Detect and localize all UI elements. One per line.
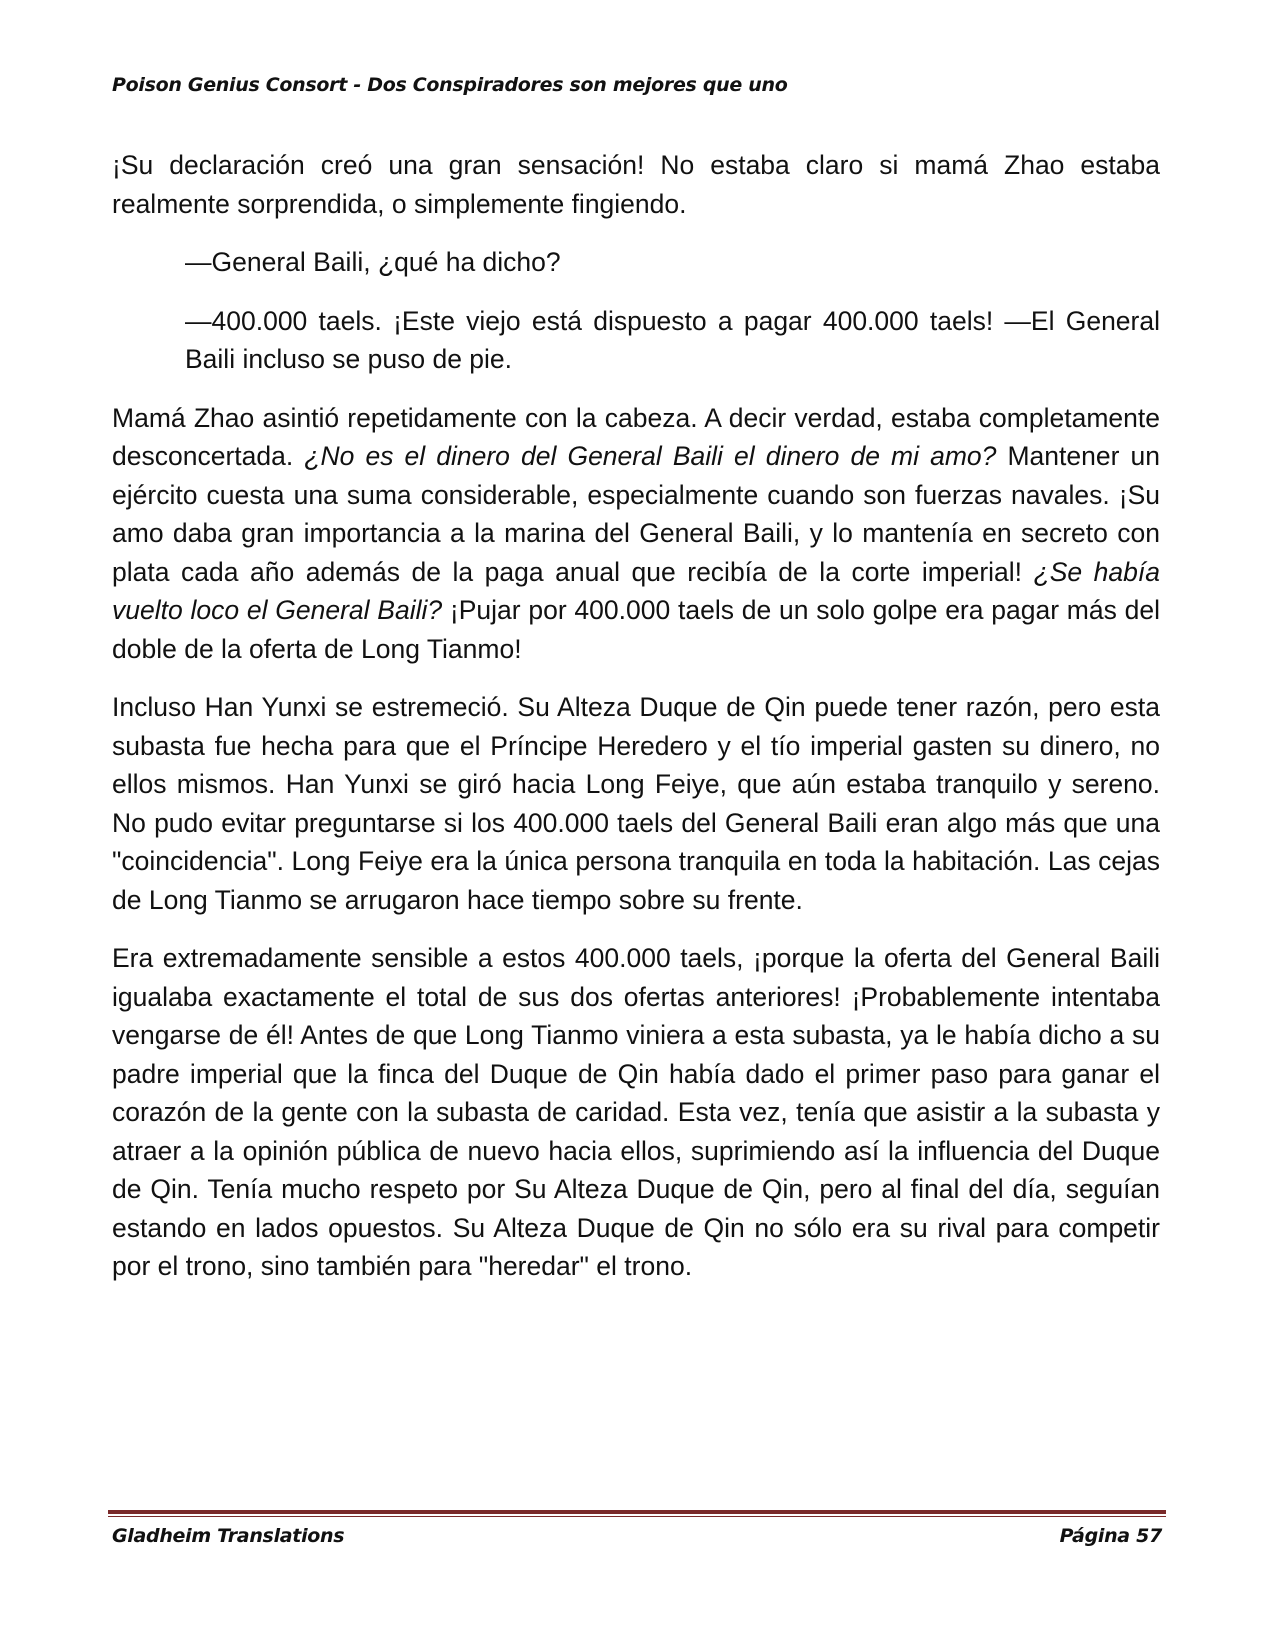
paragraph-2-text-1: Mamá Zhao asintió repetidamente con la cabeza. A decir verdad, estaba completamente desconcertada. — [112, 402, 1160, 471]
paragraph-2 — [112, 399, 1160, 669]
page-number: Página 57 — [1059, 1525, 1162, 1547]
paragraph-2-text-3: ¡Pujar por 400.000 taels de un solo golpe era pagar más del doble de la oferta de Long Tianmo! — [112, 595, 1161, 664]
paragraph-2-text-2: Mantener un ejército cuesta una suma considerable, especialmente cuando son fuerzas navales. ¡Su amo daba gran importancia a la marina del General Baili, y lo mantenía en secreto con plata cada año además de la paga anual que recibía de la corte imperial! — [112, 441, 1161, 587]
footer-divider — [108, 1510, 1166, 1514]
paragraph-1: ¡Su declaración creó una gran sensación! No estaba claro si mamá Zhao estaba realmente sorprendida, o simplemente fingiendo. — [112, 150, 1160, 219]
paragraph-3: Incluso Han Yunxi se estremeció. Su Alteza Duque de Qin puede tener razón, pero esta subasta fue hecha para que el Príncipe Heredero y el tío imperial gasten su dinero, no ellos mismos. Han Yunxi se giró hacia Long Feiye, que aún estaba tranquilo y sereno. No pudo evitar preguntarse si los 400.000 taels del General Baili eran algo más que una "coincidencia". Long Feiye era la única persona tranquila en toda la habitación. Las cejas de Long Tianmo se arrugaron hace tiempo sobre su frente. — [112, 692, 1160, 915]
page-content — [112, 146, 1160, 1306]
dialogue-line-1: —General Baili, ¿qué ha dicho? — [185, 247, 561, 277]
footer-divider-thin — [108, 1516, 1166, 1517]
footer-publisher: Gladheim Translations — [112, 1525, 345, 1547]
paragraph-2-thought-2: ¿Se había vuelto loco el General Baili? — [112, 556, 1161, 625]
page-header: Poison Genius Consort - Dos Conspiradores son mejores que uno — [112, 74, 788, 96]
paragraph-4: Era extremadamente sensible a estos 400.000 taels, ¡porque la oferta del General Baili igualaba exactamente el total de sus dos ofertas anteriores! ¡Probablemente intentaba vengarse de él! Antes de que Long Tianmo viniera a esta subasta, ya le había dicho a su padre imperial que la finca del Duque de Qin había dado el primer paso para ganar el corazón de la gente con la subasta de caridad. Esta vez, tenía que asistir a la subasta y atraer a la opinión pública de nuevo hacia ellos, suprimiendo así la influencia del Duque de Qin. Tenía mucho respeto por Su Alteza Duque de Qin, pero al final del día, seguían estando en lados opuestos. Su Alteza Duque de Qin no sólo era su rival para competir por el trono, sino también para "heredar" el trono. — [112, 943, 1160, 1281]
page-footer — [112, 1525, 1162, 1547]
dialogue-line-2: —400.000 taels. ¡Este viejo está dispuesto a pagar 400.000 taels! —El General Baili incluso se puso de pie. — [185, 305, 1160, 374]
paragraph-2-thought-1: ¿No es el dinero del General Baili el dinero de mi amo? — [304, 441, 997, 471]
